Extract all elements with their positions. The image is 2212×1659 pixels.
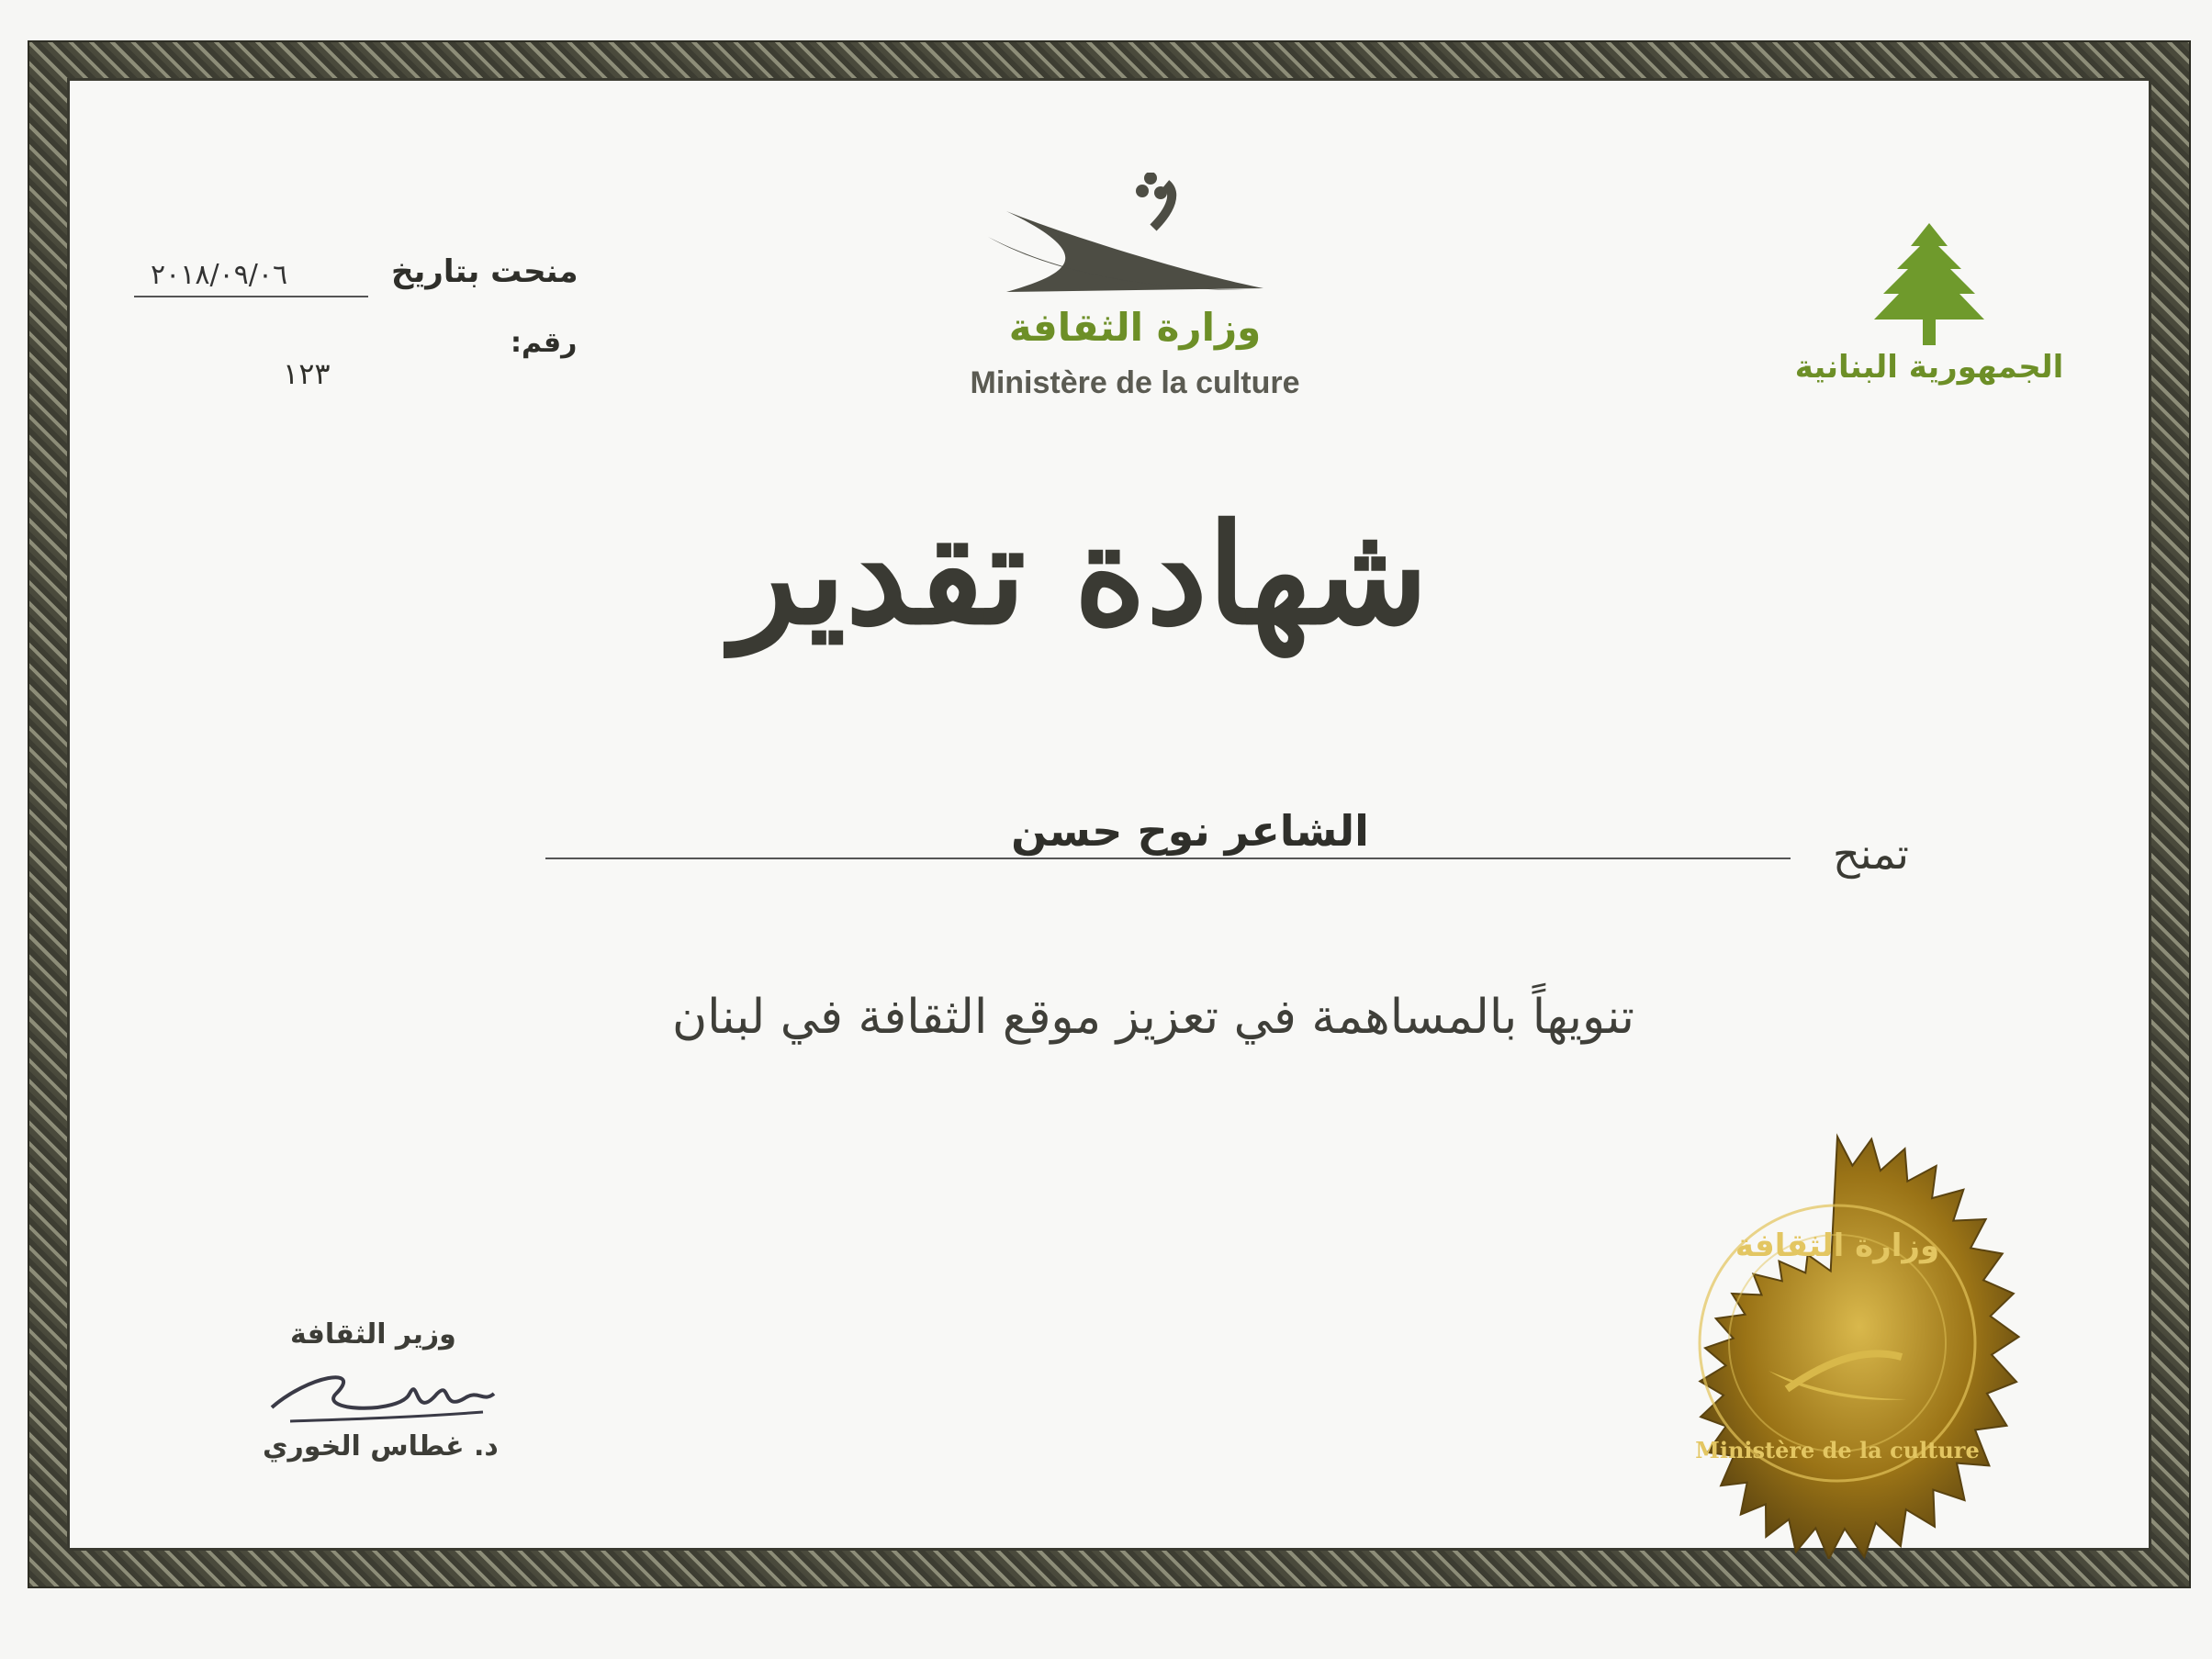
certificate-title: شهادة تقدير xyxy=(731,494,1429,656)
signature-icon xyxy=(253,1357,511,1440)
issue-date-label: منحت بتاريخ xyxy=(391,253,578,290)
gold-seal-icon xyxy=(1622,1127,2053,1559)
certificate-reason: تنويهاً بالمساهمة في تعزيز موقع الثقافة في لبنان xyxy=(671,990,1635,1045)
seal-top-text: وزارة الثقافة xyxy=(1735,1227,1940,1264)
signature-name: د. غطاس الخوري xyxy=(263,1430,499,1463)
number-value: ١٢٣ xyxy=(283,356,331,391)
ministry-logo-icon xyxy=(970,173,1282,310)
decorative-border xyxy=(28,40,2191,1588)
signature-role: وزير الثقافة xyxy=(290,1318,456,1351)
issue-date-field xyxy=(134,259,368,297)
recipient-name: الشاعر نوح حسن xyxy=(1011,806,1369,856)
cedar-tree-icon xyxy=(1870,219,1989,356)
ministry-name-fr: Ministère de la culture xyxy=(970,365,1300,400)
ministry-name-ar: وزارة الثقافة xyxy=(1008,305,1262,350)
certificate-body xyxy=(70,81,2149,1548)
republic-name: الجمهورية البنانية xyxy=(1794,349,2064,386)
seal-bottom-text: Ministère de la culture xyxy=(1695,1437,1980,1463)
number-label: رقم: xyxy=(511,327,578,359)
granted-label: تمنح xyxy=(1833,829,1909,879)
recipient-line xyxy=(545,858,1791,859)
issue-date-value: ٢٠١٨/٠٩/٠٦ xyxy=(151,259,288,291)
